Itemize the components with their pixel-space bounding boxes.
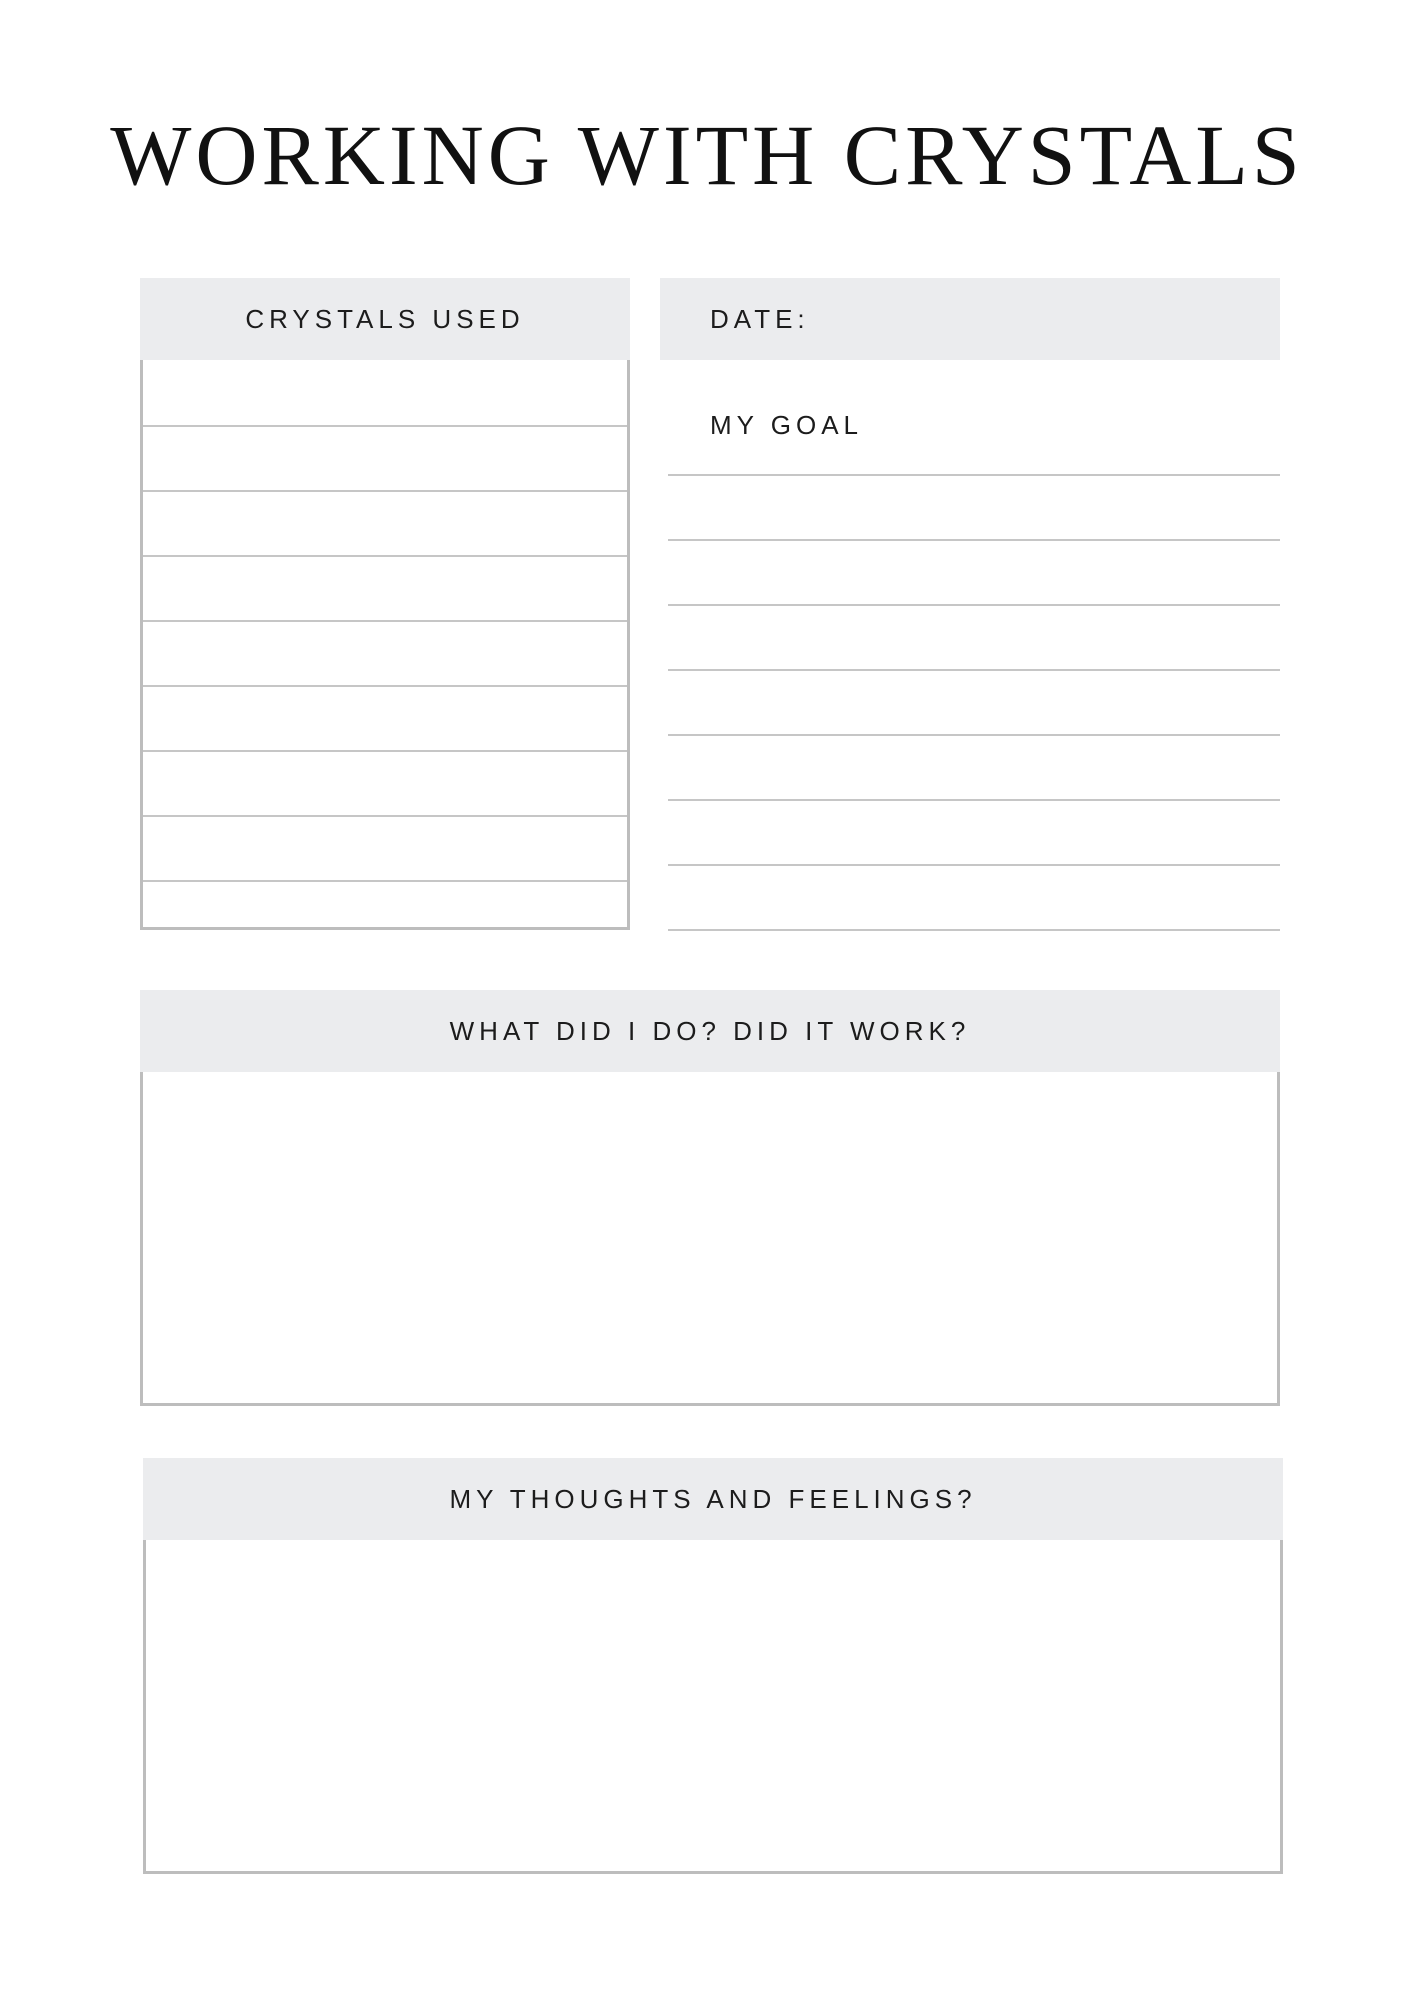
crystals-used-label: CRYSTALS USED bbox=[245, 303, 525, 334]
crystal-row-input[interactable] bbox=[143, 360, 627, 425]
crystal-row-divider bbox=[143, 425, 627, 427]
goal-line-input[interactable] bbox=[668, 738, 1280, 795]
crystal-row-divider bbox=[143, 750, 627, 752]
crystal-row-input[interactable] bbox=[143, 620, 627, 685]
crystal-row-input[interactable] bbox=[143, 815, 627, 880]
thoughts-label: MY THOUGHTS AND FEELINGS? bbox=[449, 1483, 977, 1514]
date-label: DATE: bbox=[710, 303, 810, 334]
crystals-used-header bbox=[140, 278, 630, 360]
my-goal-label: MY GOAL bbox=[710, 410, 864, 440]
thoughts-header bbox=[143, 1458, 1283, 1540]
what-did-i-do-box bbox=[140, 1072, 1280, 1406]
crystal-row-input[interactable] bbox=[143, 750, 627, 815]
goal-line-input[interactable] bbox=[668, 868, 1280, 925]
crystal-row-divider bbox=[143, 620, 627, 622]
crystal-row-divider bbox=[143, 555, 627, 557]
goal-line-input[interactable] bbox=[668, 673, 1280, 730]
goal-line bbox=[668, 474, 1280, 476]
goal-line-input[interactable] bbox=[668, 478, 1280, 535]
date-input[interactable] bbox=[810, 299, 1170, 339]
page-title: WORKING WITH CRYSTALS bbox=[110, 107, 1304, 203]
crystal-row-divider bbox=[143, 490, 627, 492]
goal-line bbox=[668, 799, 1280, 801]
crystal-row-input[interactable] bbox=[143, 490, 627, 555]
thoughts-box bbox=[143, 1540, 1283, 1874]
goal-line-input[interactable] bbox=[668, 608, 1280, 665]
what-did-i-do-label: WHAT DID I DO? DID IT WORK? bbox=[449, 1015, 971, 1046]
crystal-row-input[interactable] bbox=[143, 555, 627, 620]
crystal-row-divider bbox=[143, 815, 627, 817]
date-header bbox=[660, 278, 1280, 360]
goal-line bbox=[668, 864, 1280, 866]
goal-line bbox=[668, 734, 1280, 736]
goal-line bbox=[668, 539, 1280, 541]
what-did-i-do-header bbox=[140, 990, 1280, 1072]
goal-line bbox=[668, 669, 1280, 671]
goal-line bbox=[668, 929, 1280, 931]
crystal-row-input[interactable] bbox=[143, 685, 627, 750]
crystal-row-input[interactable] bbox=[143, 425, 627, 490]
goal-line-input[interactable] bbox=[668, 543, 1280, 600]
goal-line bbox=[668, 604, 1280, 606]
crystals-used-list bbox=[140, 360, 630, 930]
crystal-row-input[interactable] bbox=[143, 880, 627, 945]
what-did-i-do-input[interactable] bbox=[143, 1072, 1277, 1403]
goal-line-input[interactable] bbox=[668, 803, 1280, 860]
crystal-row-divider bbox=[143, 880, 627, 882]
crystal-row-divider bbox=[143, 685, 627, 687]
thoughts-input[interactable] bbox=[146, 1540, 1280, 1871]
